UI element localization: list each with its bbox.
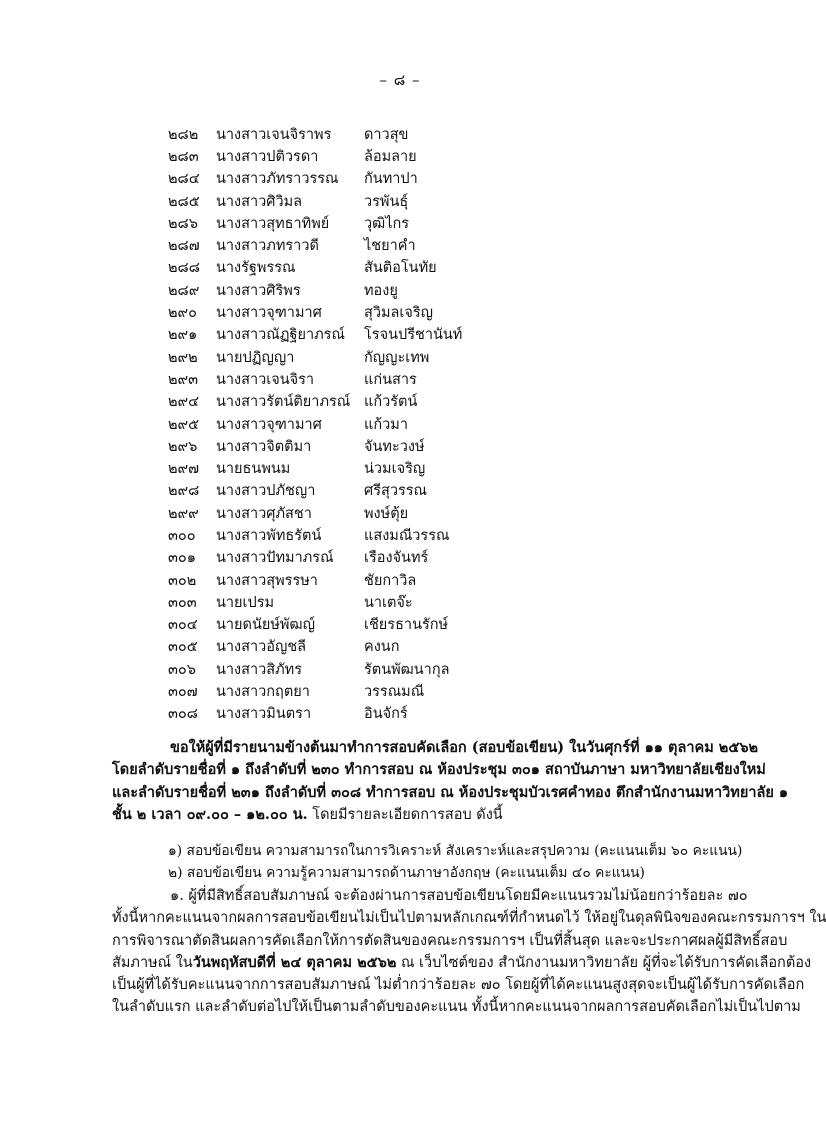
candidate-last-name: วุฒิไกร bbox=[364, 215, 410, 232]
candidate-number: ๒๙๐ bbox=[168, 305, 198, 322]
candidate-number: ๒๘๙ bbox=[168, 282, 200, 299]
candidate-row bbox=[168, 145, 584, 167]
exam-items-list bbox=[168, 840, 742, 885]
candidate-number: ๓๐๒ bbox=[168, 572, 197, 589]
candidate-first-name: นายปฏิญญา bbox=[216, 349, 295, 366]
candidate-first-name: นางสาวศิริพร bbox=[216, 282, 301, 299]
candidate-last-name: เชียรธานรักษ์ bbox=[364, 617, 449, 634]
candidate-first-name: นางสาวอัญชลี bbox=[216, 639, 307, 656]
criteria-line: ในลำดับแรก และลำดับต่อไปให้เป็นตามลำดับของคะแนน ทั้งนี้หากคะแนนจากผลการสอบคัดเลือกไม่เป็นไปตาม bbox=[112, 999, 801, 1016]
candidate-first-name: นางสาวกฤตยา bbox=[216, 684, 310, 701]
criteria-line: การพิจารณาตัดสินผลการคัดเลือกให้การตัดสินของคณะกรรมการฯ เป็นที่สิ้นสุด และจะประกาศผลผู้มีสิทธิ์สอบ bbox=[112, 932, 788, 949]
candidate-list bbox=[168, 123, 584, 725]
candidate-number: ๒๘๔ bbox=[168, 171, 200, 188]
candidate-number: ๒๘๒ bbox=[168, 126, 199, 143]
candidate-first-name: นางสาวศุภัสชา bbox=[216, 505, 312, 522]
candidate-last-name: ชัยกาวิล bbox=[364, 572, 417, 589]
candidate-row bbox=[168, 168, 584, 190]
candidate-number: ๒๙๓ bbox=[168, 371, 199, 388]
candidate-number: ๒๙๙ bbox=[168, 505, 199, 522]
candidate-first-name: นางสาวปติวรดา bbox=[216, 148, 319, 165]
exam-time: ชั้น ๒ เวลา ๐๙.๐๐ – ๑๒.๐๐ น. bbox=[112, 805, 308, 823]
candidate-number: ๓๐๔ bbox=[168, 617, 198, 634]
candidate-row bbox=[168, 190, 584, 212]
candidate-number: ๒๙๘ bbox=[168, 483, 200, 500]
candidate-number: ๓๐๑ bbox=[168, 550, 196, 567]
candidate-row bbox=[168, 279, 584, 301]
candidate-row bbox=[168, 703, 584, 725]
candidate-first-name: นายเปรม bbox=[216, 594, 275, 611]
candidate-first-name: นางสาวรัตน์ติยาภรณ์ bbox=[216, 394, 351, 411]
candidate-first-name: นางสาวมินตรา bbox=[216, 706, 312, 723]
candidate-last-name: แสงมณีวรรณ bbox=[364, 528, 450, 544]
candidate-last-name: โรจนปรีชานันท์ bbox=[364, 327, 463, 344]
criteria-text: ณ เว็บไซต์ของ สำนักงานมหาวิทยาลัย ผู้ที่จะได้รับการคัดเลือกต้อง bbox=[396, 954, 812, 971]
candidate-row bbox=[168, 591, 584, 613]
candidate-number: ๒๙๑ bbox=[168, 327, 198, 344]
candidate-number: ๒๙๒ bbox=[168, 349, 198, 366]
candidate-number: ๒๙๖ bbox=[168, 438, 198, 455]
candidate-first-name: นางรัฐพรรณ bbox=[216, 260, 296, 277]
exam-notice-line: ขอให้ผู้ที่มีรายนามข้างต้นมาทำการสอบคัดเลือก (สอบข้อเขียน) ในวันศุกร์ที่ ๑๑ ตุลาคม ๒๕๖๒ bbox=[170, 739, 759, 756]
candidate-first-name: นางสาวปภัชญา bbox=[216, 483, 316, 500]
candidate-last-name: ทองยู bbox=[364, 282, 398, 299]
candidate-row bbox=[168, 680, 584, 702]
candidate-number: ๒๘๘ bbox=[168, 260, 200, 277]
candidate-row bbox=[168, 391, 584, 413]
candidate-row bbox=[168, 457, 584, 479]
candidate-row bbox=[168, 301, 584, 323]
candidate-row bbox=[168, 435, 584, 457]
candidate-first-name: นางสาวสุพรรษา bbox=[216, 572, 318, 589]
candidate-number: ๒๘๖ bbox=[168, 215, 198, 232]
candidate-last-name: น่วมเจริญ bbox=[364, 461, 426, 478]
candidate-row bbox=[168, 324, 584, 346]
candidate-row bbox=[168, 547, 584, 569]
candidate-row bbox=[168, 614, 584, 636]
candidate-first-name: นางสาวพัทธรัตน์ bbox=[216, 528, 322, 544]
candidate-row bbox=[168, 212, 584, 234]
candidate-first-name: นางสาวจิตติมา bbox=[216, 438, 312, 455]
candidate-number: ๒๘๕ bbox=[168, 193, 200, 210]
candidate-last-name: กัญญะเทพ bbox=[364, 349, 430, 366]
candidate-last-name: ไชยาคำ bbox=[364, 238, 416, 255]
exam-notice-tail: โดยมีรายละเอียดการสอบ ดังนี้ bbox=[307, 806, 503, 823]
candidate-number: ๒๙๔ bbox=[168, 394, 200, 411]
candidate-row bbox=[168, 257, 584, 279]
candidate-row bbox=[168, 636, 584, 658]
candidate-last-name: ศรีสุวรรณ bbox=[364, 483, 428, 500]
candidate-first-name: นางสาวเจนจิรา bbox=[216, 371, 315, 388]
candidate-number: ๒๘๗ bbox=[168, 238, 200, 255]
interview-date: วันพฤหัสบดีที่ ๒๔ ตุลาคม ๒๕๖๒ bbox=[192, 953, 397, 971]
candidate-first-name: นางสาวศิวิมล bbox=[216, 193, 303, 210]
candidate-number: ๓๐๗ bbox=[168, 684, 198, 701]
exam-notice-paragraph bbox=[112, 737, 789, 826]
criteria-text: สัมภาษณ์ ใน bbox=[112, 954, 193, 971]
candidate-row bbox=[168, 123, 584, 145]
exam-notice-line: โดยลำดับรายชื่อที่ ๑ ถึงลำดับที่ ๒๓๐ ทำการสอบ ณ ห้องประชุม ๓๐๑ สถาบันภาษา มหาวิทยาลัยเชียงใหม่ bbox=[112, 761, 766, 779]
candidate-row bbox=[168, 502, 584, 524]
candidate-number: ๓๐๐ bbox=[168, 528, 196, 544]
criteria-line bbox=[112, 952, 812, 974]
candidate-first-name: นางสาวเจนจิราพร bbox=[216, 126, 332, 143]
candidate-row bbox=[168, 368, 584, 390]
candidate-last-name: สันติอโนทัย bbox=[364, 260, 437, 277]
candidate-last-name: แก้วมา bbox=[364, 416, 408, 433]
candidate-last-name: สุวิมลเจริญ bbox=[364, 305, 434, 322]
candidate-first-name: นางสาวภทราวดี bbox=[216, 238, 319, 255]
candidate-row bbox=[168, 658, 584, 680]
candidate-first-name: นางสาวปัทมาภรณ์ bbox=[216, 550, 334, 567]
candidate-first-name: นางสาวณัฏฐิยาภรณ์ bbox=[216, 327, 345, 344]
candidate-first-name: นายธนพนม bbox=[216, 461, 291, 478]
candidate-last-name: คงนก bbox=[364, 639, 400, 656]
exam-notice-line bbox=[112, 804, 712, 826]
candidate-last-name: วรพันธุ์ bbox=[364, 193, 409, 210]
candidate-row bbox=[168, 569, 584, 591]
candidate-first-name: นางสาวจุฑามาศ bbox=[216, 416, 322, 433]
candidate-last-name: จันทะวงษ์ bbox=[364, 438, 425, 455]
candidate-last-name: ดาวสุข bbox=[364, 126, 409, 143]
candidate-row bbox=[168, 234, 584, 256]
candidate-row bbox=[168, 346, 584, 368]
criteria-paragraph bbox=[112, 885, 826, 1019]
page-number: – ๘ – bbox=[379, 71, 421, 89]
candidate-row bbox=[168, 413, 584, 435]
criteria-line: ๑. ผู้ที่มีสิทธิ์สอบสัมภาษณ์ จะต้องผ่านการสอบข้อเขียนโดยมีคะแนนรวมไม่น้อยกว่าร้อยละ ๗๐ bbox=[170, 888, 748, 904]
candidate-number: ๓๐๖ bbox=[168, 661, 196, 678]
candidate-last-name: พงษ์ตุ้ย bbox=[364, 505, 409, 522]
candidate-number: ๓๐๕ bbox=[168, 639, 198, 656]
candidate-first-name: นางสาวสุทธาทิพย์ bbox=[216, 215, 330, 232]
candidate-row bbox=[168, 524, 584, 546]
candidate-last-name: รัตนพัฒนากุล bbox=[364, 661, 450, 678]
candidate-last-name: นาเตจ๊ะ bbox=[364, 594, 413, 611]
candidate-last-name: เรืองจันทร์ bbox=[364, 550, 429, 567]
candidate-first-name: นางสาวสิภัทร bbox=[216, 661, 303, 678]
exam-item: ๑) สอบข้อเขียน ความสามารถในการวิเคราะห์ สังเคราะห์และสรุปความ (คะแนนเต็ม ๖๐ คะแนน) bbox=[168, 843, 743, 859]
candidate-number: ๓๐๘ bbox=[168, 706, 198, 723]
candidate-last-name: กันทาปา bbox=[364, 171, 418, 188]
exam-item: ๒) สอบข้อเขียน ความรู้ความสามารถด้านภาษาอังกฤษ (คะแนนเต็ม ๔๐ คะแนน) bbox=[168, 865, 645, 882]
criteria-line: ทั้งนี้หากคะแนนจากผลการสอบข้อเขียนไม่เป็นไปตามหลักเกณฑ์ที่กำหนดไว้ ให้อยู่ในดุลพินิจของคณะกรรมการฯ ใน bbox=[112, 910, 826, 927]
candidate-number: ๒๙๗ bbox=[168, 461, 200, 478]
candidate-last-name: วรรณมณี bbox=[364, 684, 425, 701]
candidate-first-name: นายดนัยษ์พัฒญ์ bbox=[216, 617, 315, 634]
candidate-number: ๒๙๕ bbox=[168, 416, 200, 433]
candidate-first-name: นางสาวภัทราวรรณ bbox=[216, 171, 339, 188]
candidate-last-name: อินจักร์ bbox=[364, 706, 408, 723]
candidate-number: ๓๐๓ bbox=[168, 594, 197, 611]
candidate-row bbox=[168, 480, 584, 502]
criteria-line: เป็นผู้ที่ได้รับคะแนนจากการสอบสัมภาษณ์ ไม่ต่ำกว่าร้อยละ ๗๐ โดยผู้ที่ได้คะแนนสูงสุดจะเป็นผู้ได้รับการคัดเลือก bbox=[112, 977, 805, 994]
candidate-last-name: แก่นสาร bbox=[364, 371, 417, 388]
candidate-last-name: ล้อมลาย bbox=[364, 148, 417, 165]
exam-notice-line: และลำดับรายชื่อที่ ๒๓๑ ถึงลำดับที่ ๓๐๘ ทำการสอบ ณ ห้องประชุมบัวเรศคำทอง ตึกสำนักงานมหาวิทยาลัย ๑ bbox=[112, 783, 789, 801]
candidate-number: ๒๘๓ bbox=[168, 148, 199, 165]
candidate-first-name: นางสาวจุฑามาศ bbox=[216, 305, 322, 322]
candidate-last-name: แก้วรัตน์ bbox=[364, 394, 418, 411]
